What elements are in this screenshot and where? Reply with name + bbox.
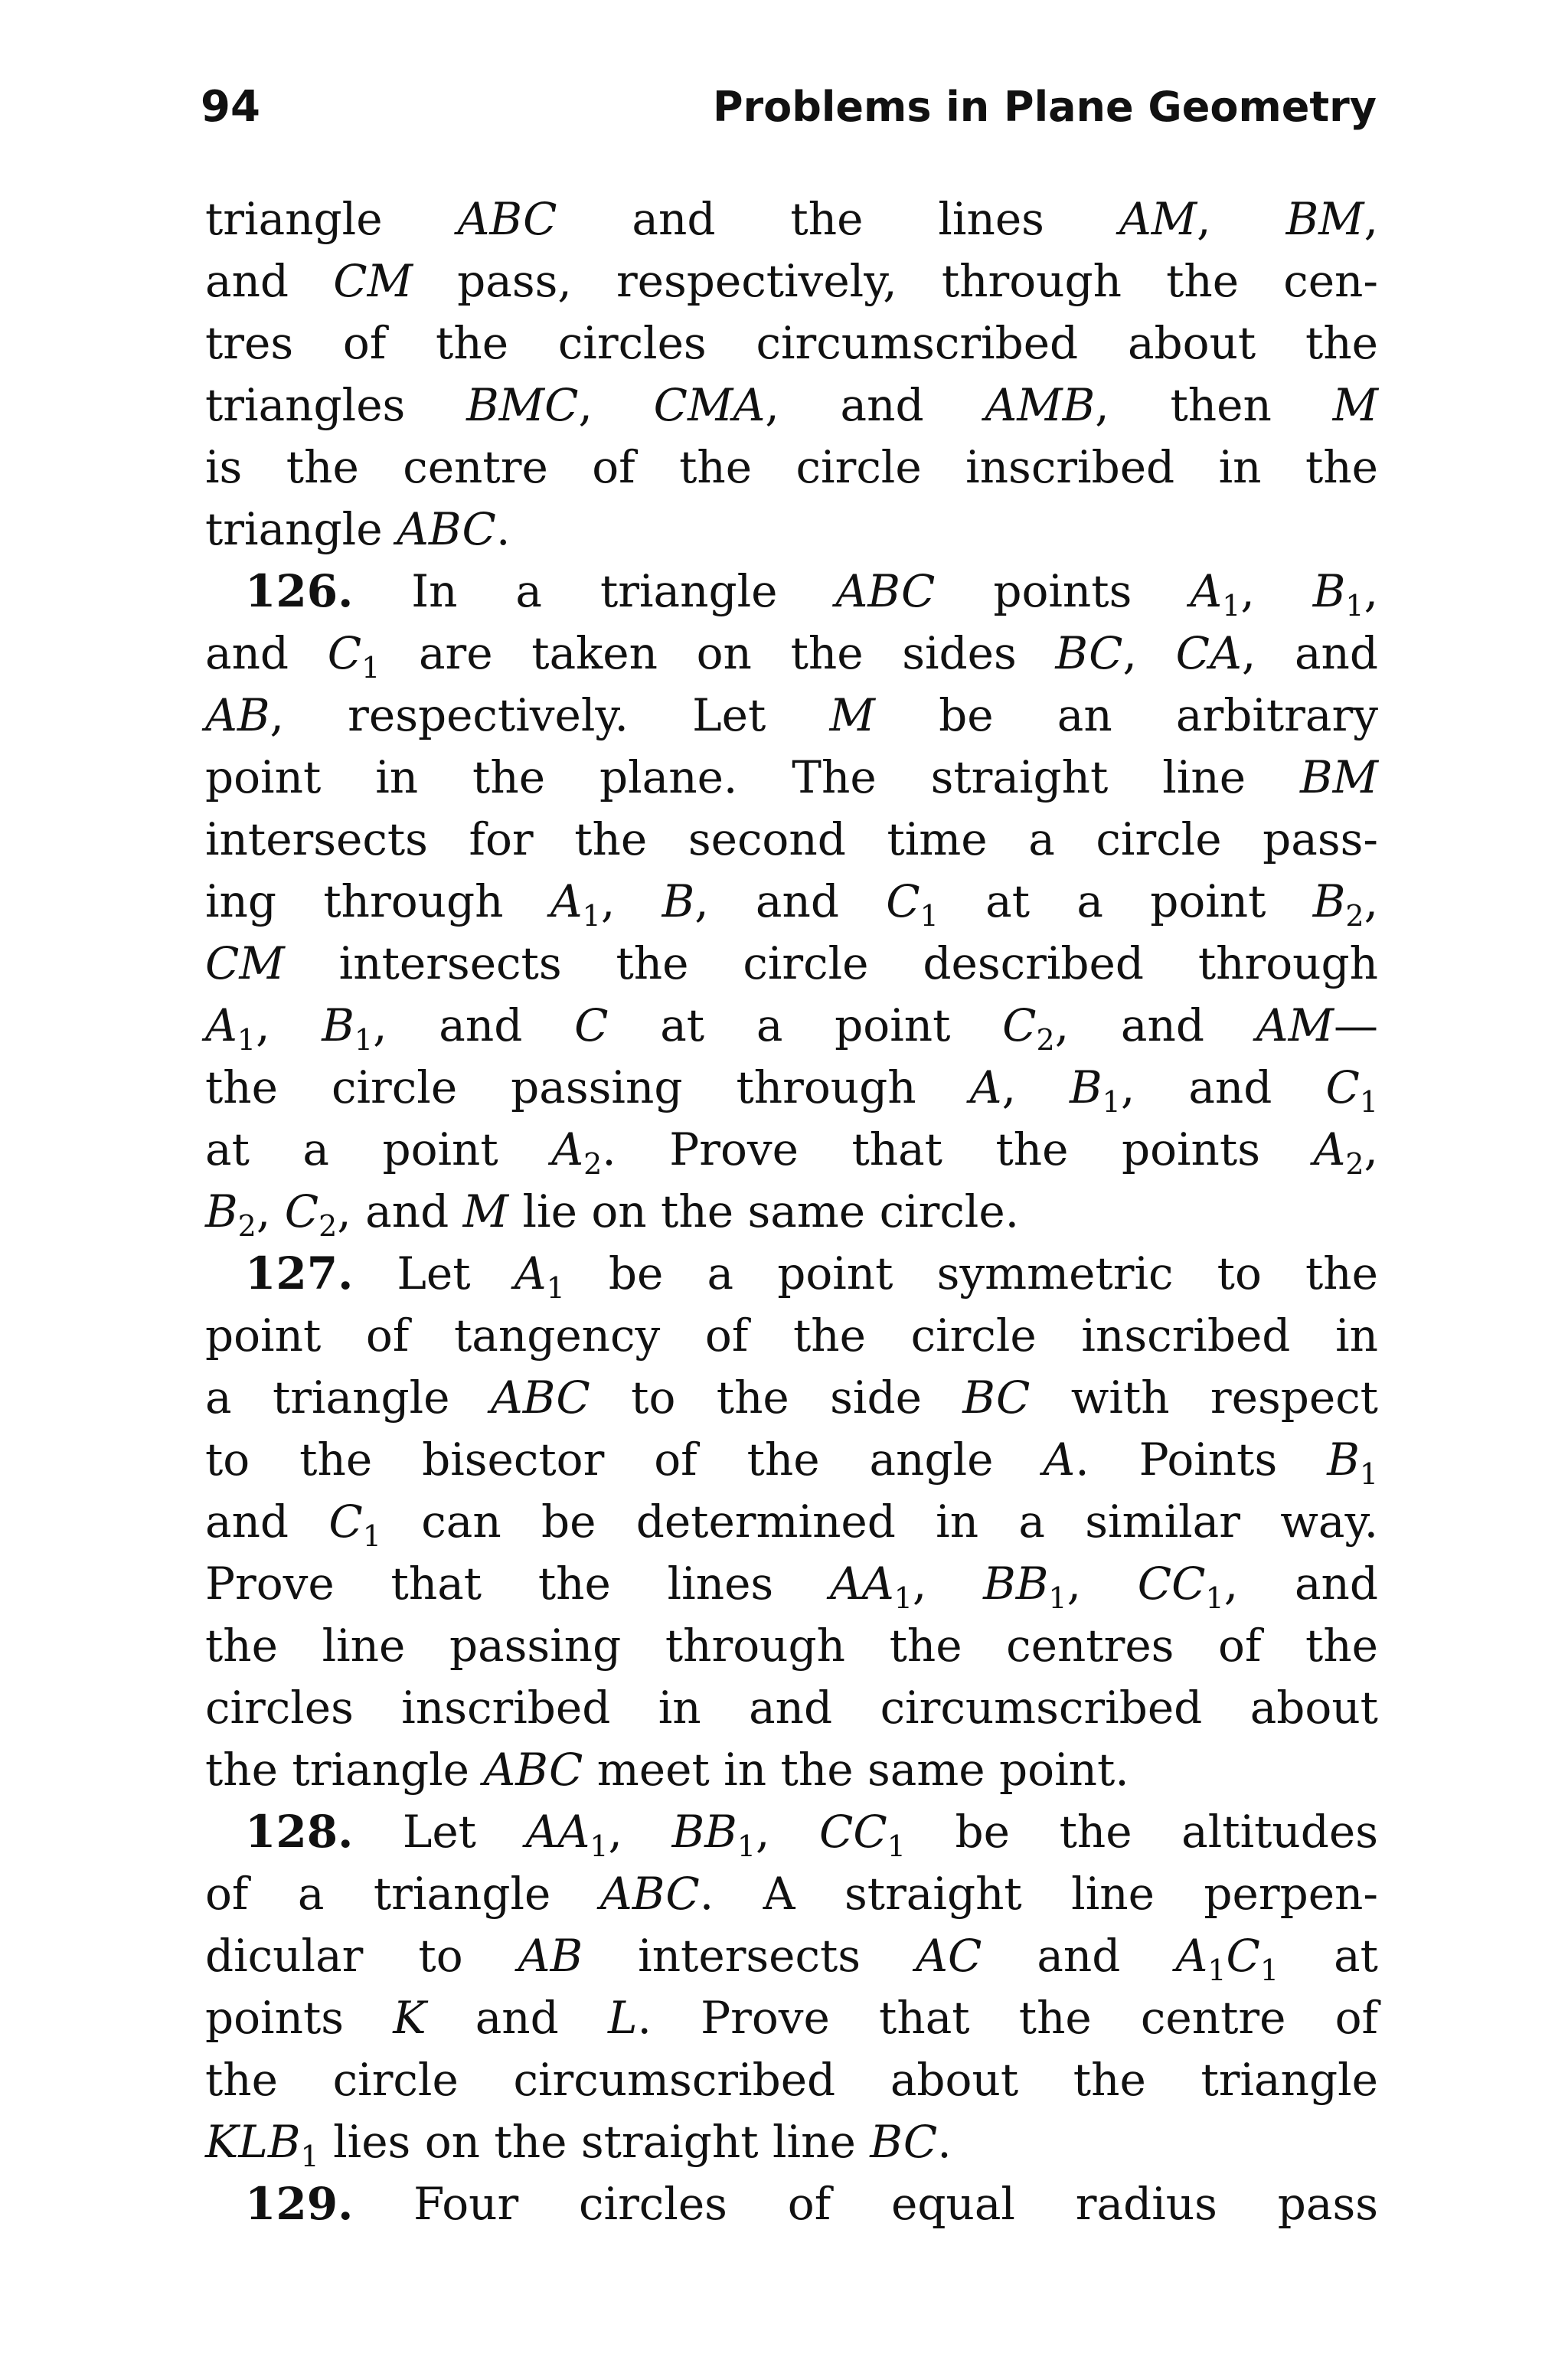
text-line: the circle circumscribed about the triangle [205, 2054, 1378, 2106]
text-line: 127. Let $A_1$ be a point symmetric to the [245, 1247, 1378, 1305]
page-number: 94 [201, 82, 260, 132]
text-line: intersects for the second time a circle pass- [205, 813, 1378, 865]
text-line: points K and L. Prove that the centre of [205, 1992, 1378, 2044]
text-line: point of tangency of the circle inscribed in [205, 1309, 1378, 1362]
text-line: a triangle ABC to the side BC with respect [205, 1371, 1378, 1424]
text-line: dicular to AB intersects AC and $A_1C_1$ at [205, 1930, 1378, 1987]
problem-number: 127. [245, 1247, 354, 1300]
text-line: 129. Four circles of equal radius pass [245, 2178, 1378, 2230]
problem-number: 128. [245, 1806, 354, 1858]
text-line: circles inscribed in and circumscribed about [205, 1682, 1378, 1734]
body-text [205, 188, 1378, 2235]
text-line: tres of the circles circumscribed about the [205, 317, 1378, 369]
text-line: ing through $A_1$, B, and $C_1$ at a point $B_2$, [205, 875, 1378, 933]
text-line: triangles BMC, CMA, and AMB, then M [205, 379, 1378, 431]
problem-number: 126. [245, 565, 354, 617]
text-line: and $C_1$ can be determined in a similar way. [205, 1496, 1379, 1553]
running-title: Problems in Plane Geometry [712, 83, 1377, 131]
page-header [0, 77, 1568, 138]
text-line: 126. In a triangle ABC points $A_1$, $B_1$, [245, 565, 1379, 623]
text-line: 128. Let $AA_1$, $BB_1$, $CC_1$ be the altitudes [245, 1806, 1378, 1863]
text-line: is the centre of the circle inscribed in the [205, 441, 1378, 493]
text-line: Prove that the lines $AA_1$, $BB_1$, $CC_1$, and [205, 1558, 1379, 1615]
text-line: of a triangle ABC. A straight line perpen- [205, 1868, 1378, 1920]
text-line: triangle ABC and the lines AM, BM, [205, 193, 1379, 245]
text-line: the circle passing through A, $B_1$, and $C_1$ [205, 1061, 1379, 1119]
text-line: $A_1$, $B_1$, and C at a point $C_2$, and AM— [205, 999, 1378, 1057]
text-line: the triangle ABC meet in the same point. [205, 1744, 1129, 1796]
text-line: point in the plane. The straight line BM [205, 751, 1378, 803]
text-line: and $C_1$ are taken on the sides BC, CA, and [205, 627, 1379, 685]
text-line: CM intersects the circle described through [205, 937, 1378, 989]
problem-number: 129. [245, 2178, 354, 2230]
text-line: at a point $A_2$. Prove that the points $A_2$, [205, 1123, 1378, 1181]
text-line: $B_2$, $C_2$, and M lie on the same circle. [205, 1185, 1020, 1243]
text-line: to the bisector of the angle A. Points $B_1$ [205, 1434, 1378, 1491]
text-line: triangle ABC. [205, 503, 511, 555]
text-line: and CM pass, respectively, through the cen- [205, 255, 1379, 307]
text-line: the line passing through the centres of the [205, 1620, 1378, 1672]
text-line: AB, respectively. Let M be an arbitrary [205, 689, 1378, 741]
text-line: $KLB_1$ lies on the straight line BC. [205, 2116, 952, 2173]
